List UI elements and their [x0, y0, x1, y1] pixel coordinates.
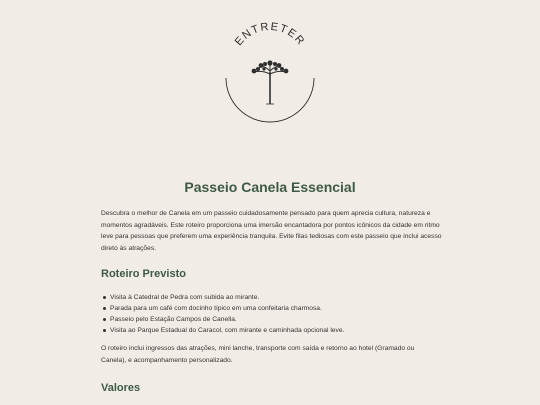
araucaria-tree-icon [220, 20, 320, 132]
page-title: Passeio Canela Essencial [184, 179, 356, 195]
list-item: Passeio pelo Estação Campos de Canella. [110, 314, 344, 325]
brand-name: ENTRETER [232, 20, 308, 49]
brand-logo [0, 0, 540, 135]
list-item: Visita à Catedral de Pedra com subida ao mirante. [110, 292, 344, 303]
includes-paragraph: O roteiro inclui ingressos das atrações, mini lanche, transporte com saída e retorno ao hotel (Gramado ou Canela), e acompanhamento personalizado. [101, 345, 415, 364]
list-item: Parada para um café com docinho típico em uma confeitaria charmosa. [110, 303, 344, 314]
route-heading: Roteiro Previsto [101, 268, 186, 280]
itinerary-list [101, 292, 344, 336]
intro-paragraph: Descubra o melhor de Canela em um passeio cuidadosamente pensado para quem aprecia cultura, natureza e momentos agradáveis. Este roteiro proporciona uma imersão encantadora por pontos icônicos da cidade em ritmo leve para pessoas que preferem uma experiência tranquila. Evite filas tediosas com este passeio que inclui acesso direto às atrações. [101, 210, 442, 252]
values-heading: Valores [101, 382, 141, 394]
list-item: Visita ao Parque Estadual do Caracol, com mirante e caminhada opcional leve. [110, 327, 345, 334]
